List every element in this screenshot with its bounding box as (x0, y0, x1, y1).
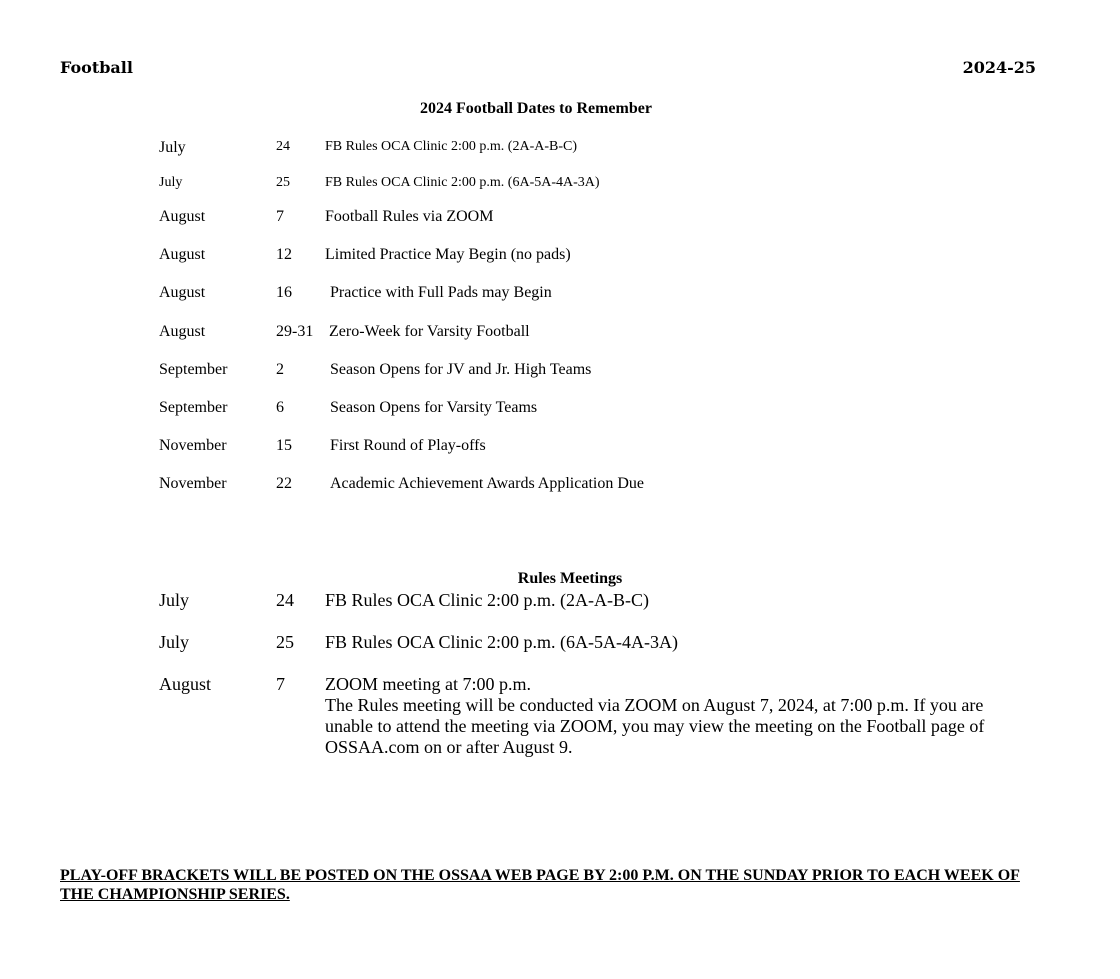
date-event: Zero-Week for Varsity Football (329, 323, 530, 340)
dates-title: 2024 Football Dates to Remember (420, 100, 652, 117)
date-month: August (159, 246, 206, 263)
date-day: 6 (276, 399, 284, 416)
date-month: November (159, 437, 227, 454)
date-day: 24 (276, 139, 290, 154)
date-event: FB Rules OCA Clinic 2:00 p.m. (6A-5A-4A-3A) (325, 175, 600, 190)
date-event: Academic Achievement Awards Application Due (330, 475, 644, 492)
date-month: July (159, 139, 186, 156)
header-sport: Football (60, 58, 133, 77)
date-event: Season Opens for Varsity Teams (330, 399, 538, 416)
meeting-event: FB Rules OCA Clinic 2:00 p.m. (2A-A-B-C) (325, 590, 650, 610)
date-event: Football Rules via ZOOM (325, 208, 494, 225)
meeting-month: July (159, 632, 190, 652)
meeting-event: FB Rules OCA Clinic 2:00 p.m. (6A-5A-4A-3A) (325, 632, 678, 652)
meeting-day: 7 (276, 674, 285, 694)
date-day: 7 (276, 208, 284, 225)
date-day: 2 (276, 361, 284, 378)
date-day: 16 (276, 284, 292, 301)
header-season: 2024-25 (962, 58, 1036, 77)
date-event: First Round of Play-offs (330, 437, 486, 454)
date-month: August (159, 208, 206, 225)
rules-meetings-title: Rules Meetings (517, 570, 623, 587)
date-day: 29-31 (276, 323, 314, 340)
date-day: 15 (276, 437, 292, 454)
date-event: Practice with Full Pads may Begin (330, 284, 552, 301)
meeting-month: August (159, 674, 212, 694)
date-month: July (159, 175, 183, 190)
meeting-day: 24 (276, 590, 294, 610)
date-event: Season Opens for JV and Jr. High Teams (330, 361, 592, 378)
date-day: 22 (276, 475, 292, 492)
date-month: August (159, 323, 206, 340)
meeting-description: The Rules meeting will be conducted via ZOOM on August 7, 2024, at 7:00 p.m. If you are unable to attend the meeting via ZOOM, you may view the meeting on the Football page of OSSAA.com on or after August 9. (325, 695, 985, 757)
meeting-day: 25 (276, 632, 294, 652)
meeting-month: July (159, 590, 190, 610)
meeting-event: ZOOM meeting at 7:00 p.m. (325, 674, 531, 694)
date-day: 12 (276, 246, 292, 263)
date-event: FB Rules OCA Clinic 2:00 p.m. (2A-A-B-C) (325, 139, 578, 154)
date-month: September (159, 361, 228, 378)
date-event: Limited Practice May Begin (no pads) (325, 246, 571, 263)
date-month: September (159, 399, 228, 416)
date-month: November (159, 475, 227, 492)
date-day: 25 (276, 175, 290, 190)
playoff-brackets-notice: PLAY-OFF BRACKETS WILL BE POSTED ON THE OSSAA WEB PAGE BY 2:00 P.M. ON THE SUNDAY PRIOR TO EACH WEEK OF THE CHAMPIONSHIP SERIES. (60, 867, 1020, 903)
date-month: August (159, 284, 206, 301)
